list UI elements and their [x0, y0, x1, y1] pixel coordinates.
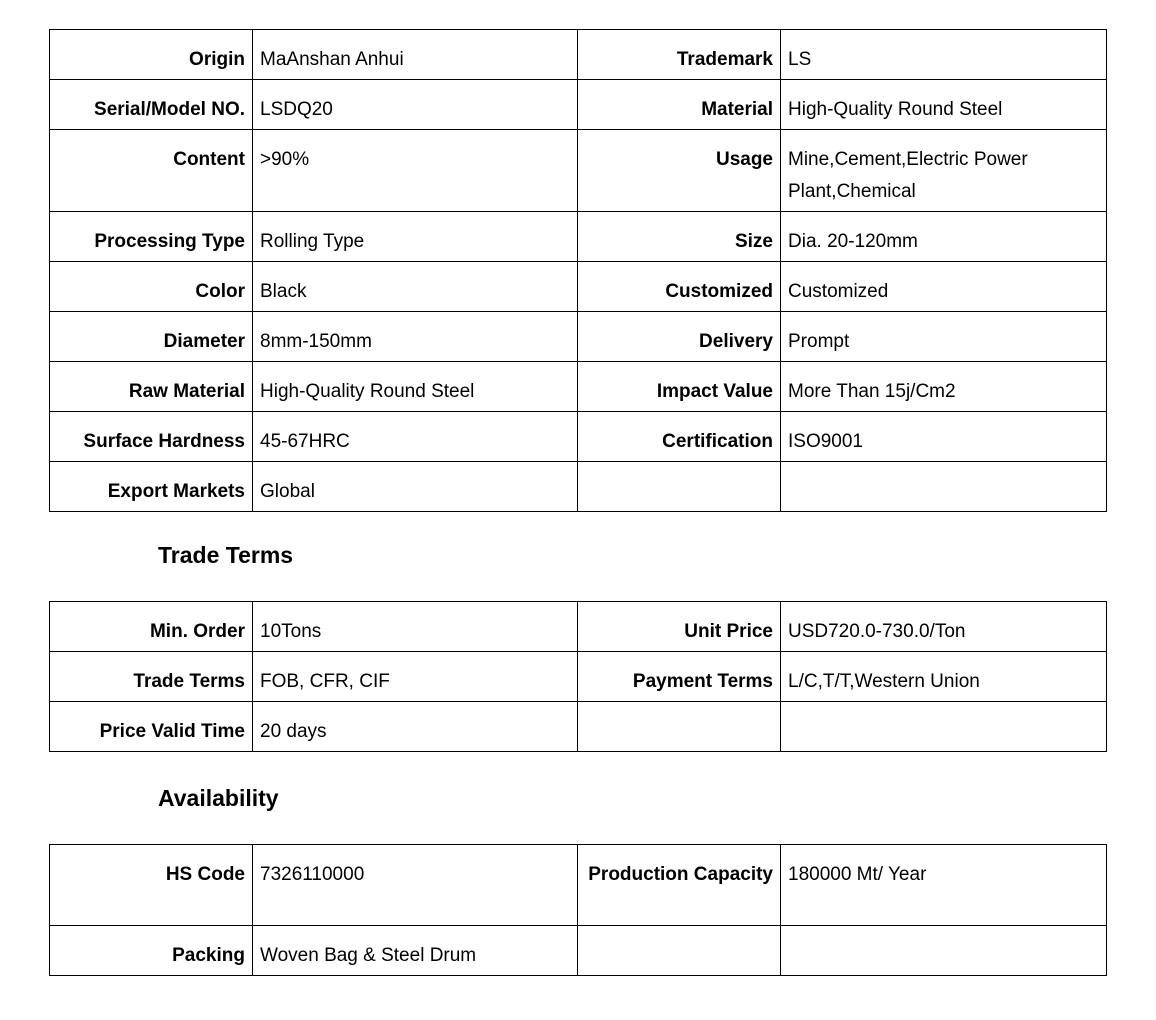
availability-heading: Availability: [158, 785, 279, 811]
spec-value: Mine,Cement,Electric Power Plant,Chemical: [781, 130, 1107, 212]
spec-value: [781, 462, 1107, 512]
spec-value: High-Quality Round Steel: [781, 80, 1107, 130]
spec-label: Certification: [578, 412, 781, 462]
spec-value: High-Quality Round Steel: [253, 362, 578, 412]
spec-label: Serial/Model NO.: [50, 80, 253, 130]
spec-label: Price Valid Time: [50, 702, 253, 752]
spec-value: Black: [253, 262, 578, 312]
table-row: [50, 462, 1107, 512]
spec-label: Trade Terms: [50, 652, 253, 702]
spec-label: Usage: [578, 130, 781, 212]
spec-label: [578, 702, 781, 752]
spec-value: L/C,T/T,Western Union: [781, 652, 1107, 702]
spec-value: Global: [253, 462, 578, 512]
spec-value: Woven Bag & Steel Drum: [253, 926, 578, 976]
spec-value: Rolling Type: [253, 212, 578, 262]
spec-label: Production Capacity: [578, 845, 781, 926]
spec-value: FOB, CFR, CIF: [253, 652, 578, 702]
product-spec-table: [49, 29, 1107, 512]
table-row: [50, 30, 1107, 80]
spec-value: LSDQ20: [253, 80, 578, 130]
spec-label: [578, 462, 781, 512]
spec-label: HS Code: [50, 845, 253, 926]
spec-label: Customized: [578, 262, 781, 312]
table-row: [50, 362, 1107, 412]
spec-label: Material: [578, 80, 781, 130]
table-row: [50, 602, 1107, 652]
spec-value: LS: [781, 30, 1107, 80]
spec-label: Content: [50, 130, 253, 212]
spec-label: Export Markets: [50, 462, 253, 512]
spec-value: 180000 Mt/ Year: [781, 845, 1107, 926]
spec-label: Color: [50, 262, 253, 312]
spec-value: Prompt: [781, 312, 1107, 362]
trade-terms-table: [49, 601, 1107, 752]
table-row: [50, 926, 1107, 976]
table-row: [50, 130, 1107, 212]
table-row: [50, 652, 1107, 702]
spec-value: MaAnshan Anhui: [253, 30, 578, 80]
spec-label: Surface Hardness: [50, 412, 253, 462]
spec-value: ISO9001: [781, 412, 1107, 462]
spec-label: Payment Terms: [578, 652, 781, 702]
table-row: [50, 412, 1107, 462]
spec-label: Packing: [50, 926, 253, 976]
spec-value: >90%: [253, 130, 578, 212]
spec-value: 45-67HRC: [253, 412, 578, 462]
spec-label: Diameter: [50, 312, 253, 362]
spec-value: More Than 15j/Cm2: [781, 362, 1107, 412]
spec-label: Size: [578, 212, 781, 262]
spec-label: Raw Material: [50, 362, 253, 412]
table-row: [50, 312, 1107, 362]
spec-value: [781, 702, 1107, 752]
table-row: [50, 845, 1107, 926]
spec-value: 7326110000: [253, 845, 578, 926]
spec-value: Dia. 20-120mm: [781, 212, 1107, 262]
spec-label: Origin: [50, 30, 253, 80]
spec-value: 20 days: [253, 702, 578, 752]
spec-label: Min. Order: [50, 602, 253, 652]
trade-terms-heading: Trade Terms: [158, 542, 294, 568]
spec-label: Impact Value: [578, 362, 781, 412]
spec-value: USD720.0-730.0/Ton: [781, 602, 1107, 652]
table-row: [50, 262, 1107, 312]
spec-label: [578, 926, 781, 976]
table-row: [50, 702, 1107, 752]
spec-value: 10Tons: [253, 602, 578, 652]
spec-value: [781, 926, 1107, 976]
spec-value: Customized: [781, 262, 1107, 312]
availability-table: [49, 844, 1107, 976]
spec-label: Unit Price: [578, 602, 781, 652]
spec-label: Delivery: [578, 312, 781, 362]
spec-label: Trademark: [578, 30, 781, 80]
table-row: [50, 80, 1107, 130]
spec-label: Processing Type: [50, 212, 253, 262]
spec-value: 8mm-150mm: [253, 312, 578, 362]
table-row: [50, 212, 1107, 262]
